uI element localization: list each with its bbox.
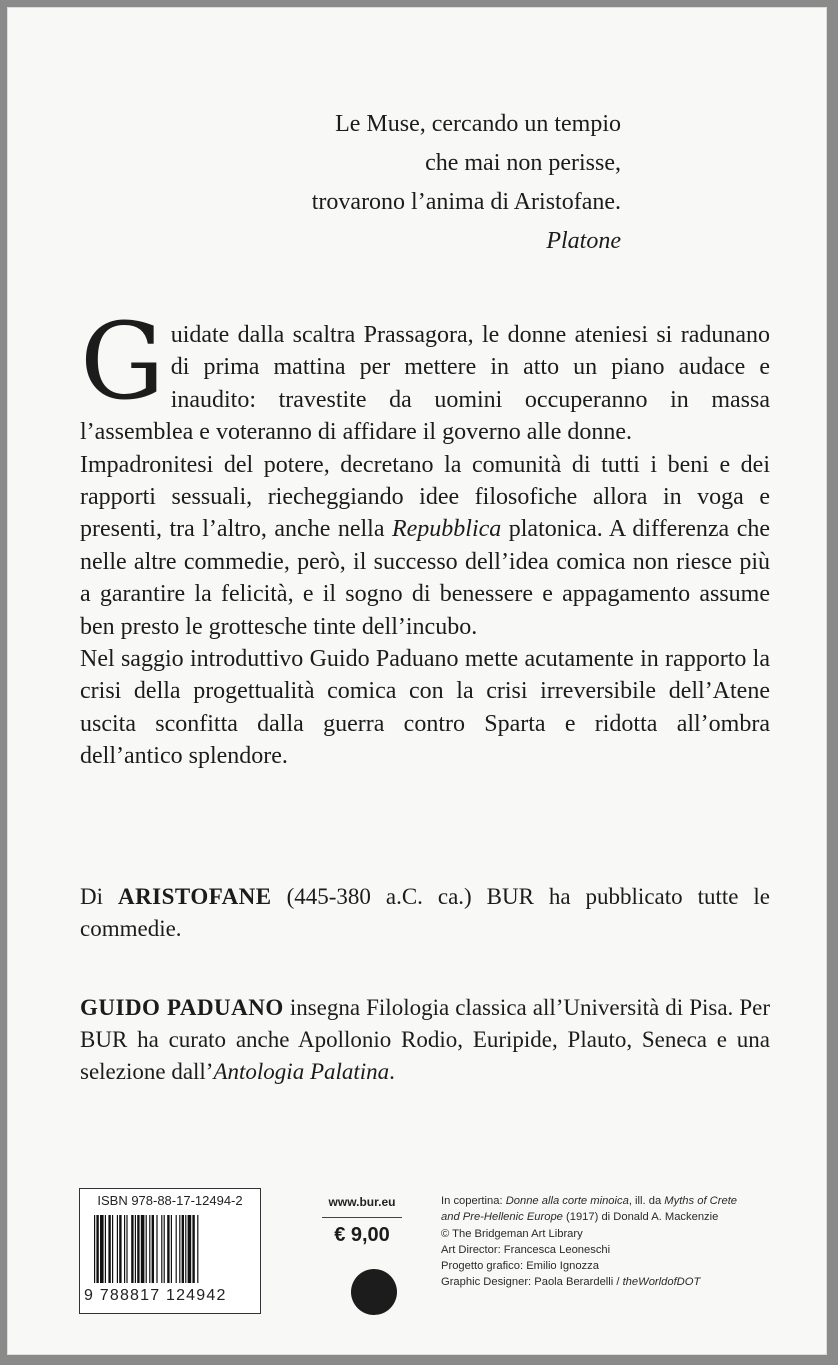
barcode-bar	[156, 1215, 157, 1283]
barcode-bar	[164, 1215, 165, 1283]
barcode-bar	[124, 1215, 125, 1283]
barcode-bar	[94, 1215, 95, 1283]
description-paragraph-1	[80, 300, 770, 449]
credit-cover-prefix: In copertina:	[441, 1195, 506, 1207]
barcode-bar	[96, 1215, 98, 1283]
barcode-bar	[152, 1215, 154, 1283]
editor-bio-body: insegna Filologia classica all’Università di Pisa. Per BUR ha curato anche Apollonio Rodio, Euripide, Plauto, Seneca e una selezione dall’	[80, 995, 770, 1084]
author-bio-prefix: Di	[80, 884, 118, 909]
credit-designer	[441, 1274, 821, 1290]
credit-cover-year: (1917) di Donald A. Mackenzie	[562, 1211, 719, 1224]
barcode-bar	[117, 1215, 118, 1283]
credit-art-director: Art Director: Francesca Leoneschi	[441, 1243, 611, 1256]
barcode-bar	[137, 1215, 139, 1283]
price-divider	[322, 1217, 402, 1218]
barcode-bar	[167, 1215, 169, 1283]
barcode-bar	[192, 1215, 194, 1283]
price-block	[322, 1195, 402, 1247]
drop-cap: G	[80, 300, 165, 423]
description-paragraph-3: Nel saggio introduttivo Guido Paduano mette acutamente in rapporto la crisi della progettualità comica con la crisi irreversibile dell’Atene uscita sconfitta dalla guerra contro Sparta e ridotta all’ombra dell’antico splendore.	[80, 646, 770, 770]
barcode-bar	[108, 1215, 110, 1283]
credit-cover-book-2: and Pre-Hellenic Europe	[441, 1211, 563, 1224]
publisher-url: www.bur.eu	[328, 1195, 396, 1209]
credit-cover-line-2	[441, 1209, 821, 1225]
barcode-bar	[105, 1215, 106, 1283]
epigraph-author: Platone	[546, 228, 621, 254]
editor-bio-text	[80, 992, 770, 1088]
publisher-dot-logo	[351, 1269, 397, 1315]
credit-cover-line-1	[441, 1193, 821, 1209]
barcode-bar	[100, 1215, 104, 1283]
barcode-bar	[197, 1215, 198, 1283]
credit-cover-mid: , ill. da	[628, 1195, 665, 1207]
barcode-bar	[126, 1215, 127, 1283]
barcode-bar	[149, 1215, 150, 1283]
description-p2-after: platonica. A differenza che nelle altre commedie, però, il successo dell’idea comica non riesce più a garantire la felicità, e il sogno di benessere e appagamento assume ben presto le grottesche tinte dell’incubo.	[80, 516, 770, 640]
credit-progetto: Progetto grafico: Emilio Ignozza	[441, 1260, 599, 1273]
barcode-bar	[146, 1215, 147, 1283]
barcode-bar	[188, 1215, 192, 1283]
barcode-bar	[176, 1215, 177, 1283]
epigraph	[7, 105, 621, 261]
barcode-bar	[179, 1215, 180, 1283]
editor-bio-italic: Antologia Palatina	[213, 1059, 390, 1084]
isbn-barcode	[79, 1188, 261, 1314]
epigraph-line-1: Le Muse, cercando un tempio	[335, 111, 621, 137]
barcode-bar	[119, 1215, 121, 1283]
description-paragraph-2	[80, 449, 770, 643]
credit-designer-studio: theWorldofDOT	[622, 1276, 701, 1289]
barcode-number: 9 788817 124942	[84, 1287, 227, 1304]
credit-designer-prefix: Graphic Designer: Paola Berardelli /	[441, 1276, 623, 1289]
barcode-bar	[182, 1215, 184, 1283]
epigraph-line-3: trovarono l’anima di Aristofane.	[311, 189, 621, 215]
author-bio-text	[80, 881, 770, 945]
barcode-bar	[135, 1215, 136, 1283]
barcode-bar	[185, 1215, 186, 1283]
barcode-bar	[141, 1215, 145, 1283]
price-value: € 9,00	[334, 1224, 390, 1246]
credit-library: © The Bridgeman Art Library	[441, 1227, 583, 1240]
barcode-bars	[94, 1215, 246, 1283]
barcode-bar	[131, 1215, 133, 1283]
credit-cover-title: Donne alla corte minoica	[505, 1195, 629, 1207]
barcode-bar	[171, 1215, 172, 1283]
editor-name: GUIDO PADUANO	[80, 995, 284, 1020]
barcode-bar	[112, 1215, 113, 1283]
credit-cover-book: Myths of Crete	[664, 1195, 738, 1207]
editor-bio	[80, 992, 770, 1088]
author-bio-body: (445-380 a.C. ca.) BUR ha pubblicato tutte le commedie.	[80, 884, 770, 941]
description-p2-italic: Repubblica	[391, 516, 502, 543]
epigraph-line-2: che mai non perisse,	[425, 150, 621, 176]
description-p1-text: uidate dalla scaltra Prassagora, le donne ateniesi si radunano di prima mattina per mettere in atto un piano audace e inaudito: travestite da uomini occuperanno in massa l’assemblea e voteranno di affidare il governo alle donne.	[80, 322, 770, 446]
description-p2-before: Impadronitesi del potere, decretano la comunità di tutti i beni e dei rapporti sessuali, riecheggiando idee filosofiche allora in voga e presenti, tra l’altro, anche nella	[80, 451, 770, 543]
isbn-label: ISBN 978-88-17-12494-2	[97, 1193, 243, 1208]
author-name: ARISTOFANE	[117, 884, 272, 909]
editor-bio-end: .	[389, 1059, 395, 1084]
back-cover	[7, 7, 827, 1355]
book-description	[80, 300, 770, 773]
cover-credits	[441, 1193, 821, 1291]
author-bio	[80, 881, 770, 945]
barcode-bar	[161, 1215, 162, 1283]
